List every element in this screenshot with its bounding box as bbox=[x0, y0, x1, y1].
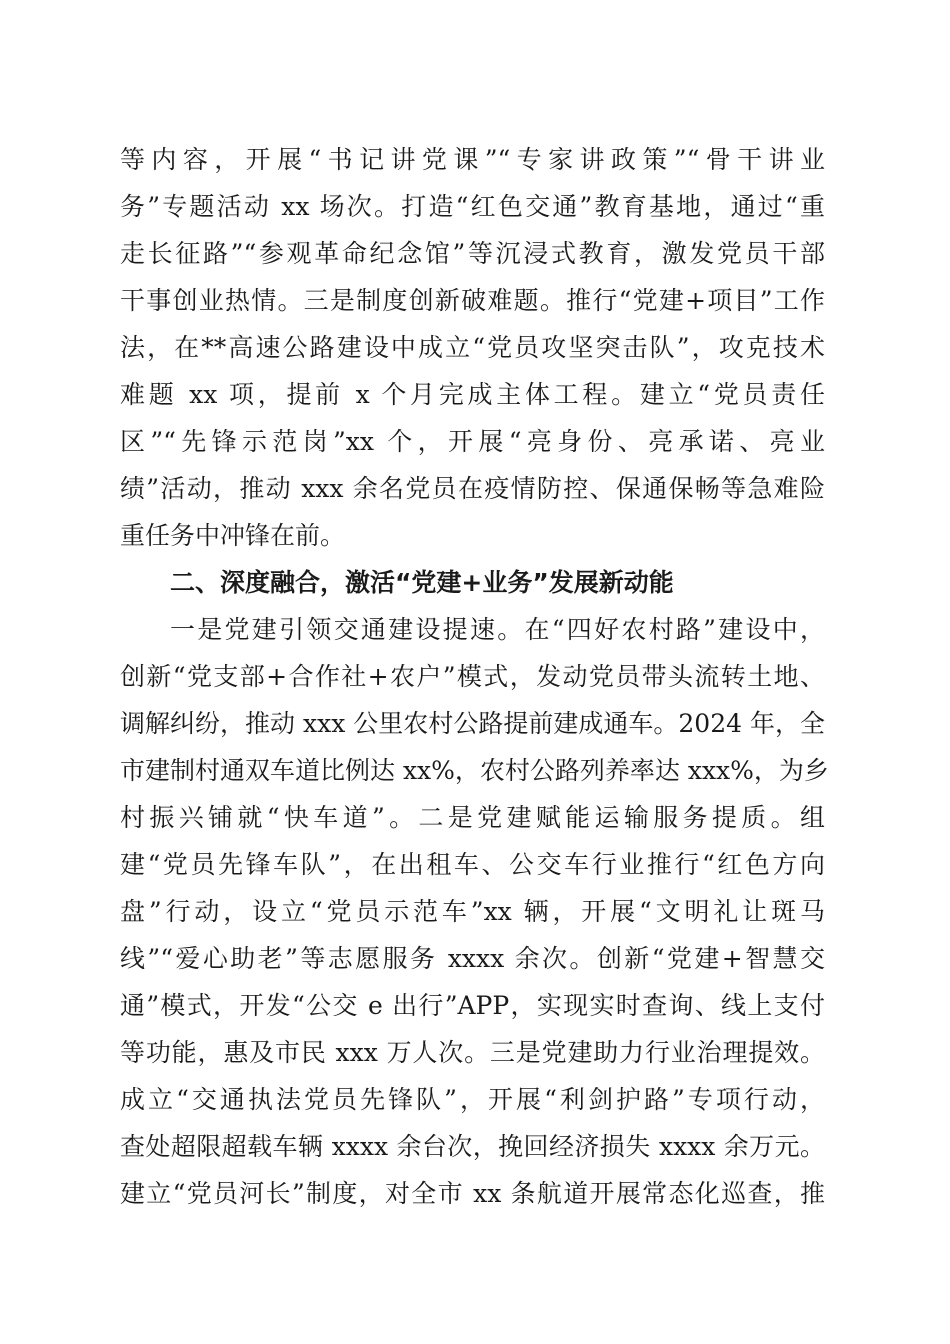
section-heading: 二、深度融合，激活“党建+业务”发展新动能 bbox=[170, 568, 674, 597]
body-text-line: 一是党建引领交通建设提速。在“四好农村路”建设中， bbox=[170, 615, 825, 644]
body-text-line: 走长征路”“参观革命纪念馆”等沉浸式教育，激发党员干部 bbox=[120, 239, 825, 268]
body-text-line: 区”“先锋示范岗”xx 个，开展“亮身份、亮承诺、亮业 bbox=[120, 427, 825, 456]
body-text-line: 查处超限超载车辆 xxxx 余台次，挽回经济损失 xxxx 余万元。 bbox=[120, 1132, 825, 1161]
body-text-line: 等内容，开展“书记讲党课”“专家讲政策”“骨干讲业 bbox=[120, 145, 825, 174]
body-text-line: 盘”行动，设立“党员示范车”xx 辆，开展“文明礼让斑马 bbox=[120, 897, 825, 926]
body-text-line: 重任务中冲锋在前。 bbox=[120, 521, 346, 550]
body-text-line: 干事创业热情。三是制度创新破难题。推行“党建+项目”工作 bbox=[120, 286, 825, 315]
body-text-line: 建“党员先锋车队”，在出租车、公交车行业推行“红色方向 bbox=[120, 850, 825, 879]
body-text-line: 等功能，惠及市民 xxx 万人次。三是党建助力行业治理提效。 bbox=[120, 1038, 825, 1067]
body-text-line: 市建制村通双车道比例达 xx%，农村公路列养率达 xxx%，为乡 bbox=[120, 756, 829, 785]
body-text-line: 务”专题活动 xx 场次。打造“红色交通”教育基地，通过“重 bbox=[120, 192, 825, 221]
body-text-line: 通”模式，开发“公交 e 出行”APP，实现实时查询、线上支付 bbox=[120, 991, 825, 1020]
body-text-line: 成立“交通执法党员先锋队”，开展“利剑护路”专项行动， bbox=[120, 1085, 825, 1114]
body-text-line: 建立“党员河长”制度，对全市 xx 条航道开展常态化巡查，推 bbox=[120, 1179, 825, 1208]
body-text-line: 绩”活动，推动 xxx 余名党员在疫情防控、保通保畅等急难险 bbox=[120, 474, 825, 503]
body-text-line: 创新“党支部+合作社+农户”模式，发动党员带头流转土地、 bbox=[120, 662, 825, 691]
body-text-line: 村振兴铺就“快车道”。二是党建赋能运输服务提质。组 bbox=[120, 803, 825, 832]
body-text-line: 难题 xx 项，提前 x 个月完成主体工程。建立“党员责任 bbox=[120, 380, 825, 409]
body-text-line: 法，在**高速公路建设中成立“党员攻坚突击队”，攻克技术 bbox=[120, 333, 825, 362]
body-text-line: 调解纠纷，推动 xxx 公里农村公路提前建成通车。2024 年，全 bbox=[120, 709, 825, 738]
body-text-line: 线”“爱心助老”等志愿服务 xxxx 余次。创新“党建+智慧交 bbox=[120, 944, 825, 973]
